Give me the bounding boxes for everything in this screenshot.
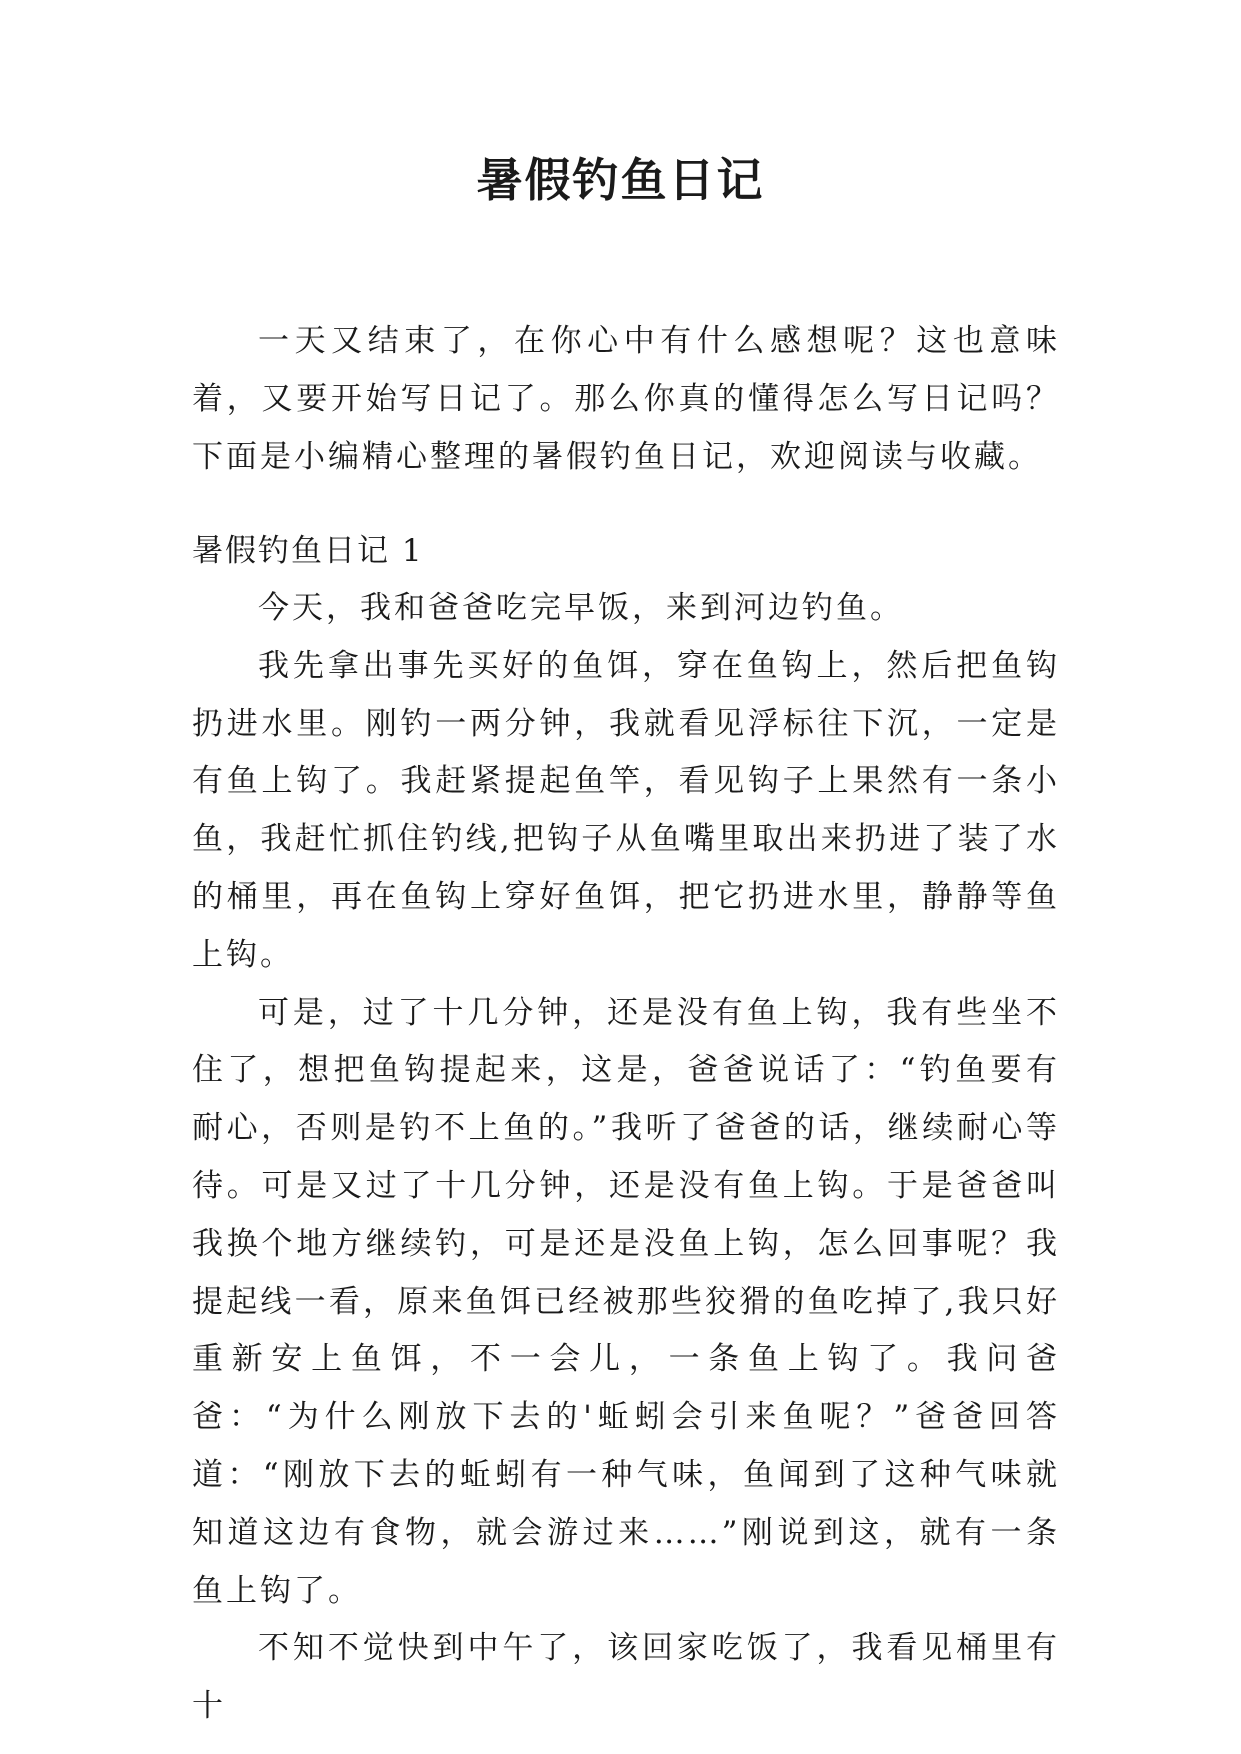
document-title: 暑假钓鱼日记: [476, 153, 765, 207]
intro-paragraph: 一天又结束了，在你心中有什么感想呢？这也意味着，又要开始写日记了。那么你真的懂得怎么写日记吗？下面是小编精心整理的暑假钓鱼日记，欢迎阅读与收藏。: [192, 323, 1060, 475]
article-paragraph: 我先拿出事先买好的鱼饵，穿在鱼钩上，然后把鱼钩扔进水里。刚钓一两分钟，我就看见浮标往下沉，一定是有鱼上钩了。我赶紧提起鱼竿，看见钩子上果然有一条小鱼，我赶忙抓住钓线,把钩子从鱼嘴里取出来扔进了装了水的桶里，再在鱼钩上穿好鱼饵，把它扔进水里，静静等鱼上钩。: [192, 647, 1060, 973]
article-paragraph: 今天，我和爸爸吃完早饭，来到河边钓鱼。: [258, 590, 904, 626]
article-body: [192, 580, 1060, 1736]
section-title: 暑假钓鱼日记 1: [192, 533, 424, 569]
article-paragraph: 可是，过了十几分钟，还是没有鱼上钩，我有些坐不住了，想把鱼钩提起来，这是，爸爸说话了：“钓鱼要有耐心，否则是钓不上鱼的。”我听了爸爸的话，继续耐心等待。可是又过了十几分钟，还是没有鱼上钩。于是爸爸叫我换个地方继续钓，可是还是没鱼上钩，怎么回事呢？我提起线一看，原来鱼饵已经被那些狡猾的鱼吃掉了,我只好重新安上鱼饵，不一会儿，一条鱼上钩了。我问爸爸：“为什么刚放下去的'蚯蚓会引来鱼呢？”爸爸回答道：“刚放下去的蚯蚓有一种气味，鱼闻到了这种气味就知道这边有食物，就会游过来……”刚说到这，就有一条鱼上钩了。: [192, 994, 1060, 1609]
article-paragraph: 不知不觉快到中午了，该回家吃饭了，我看见桶里有十: [192, 1630, 1060, 1725]
